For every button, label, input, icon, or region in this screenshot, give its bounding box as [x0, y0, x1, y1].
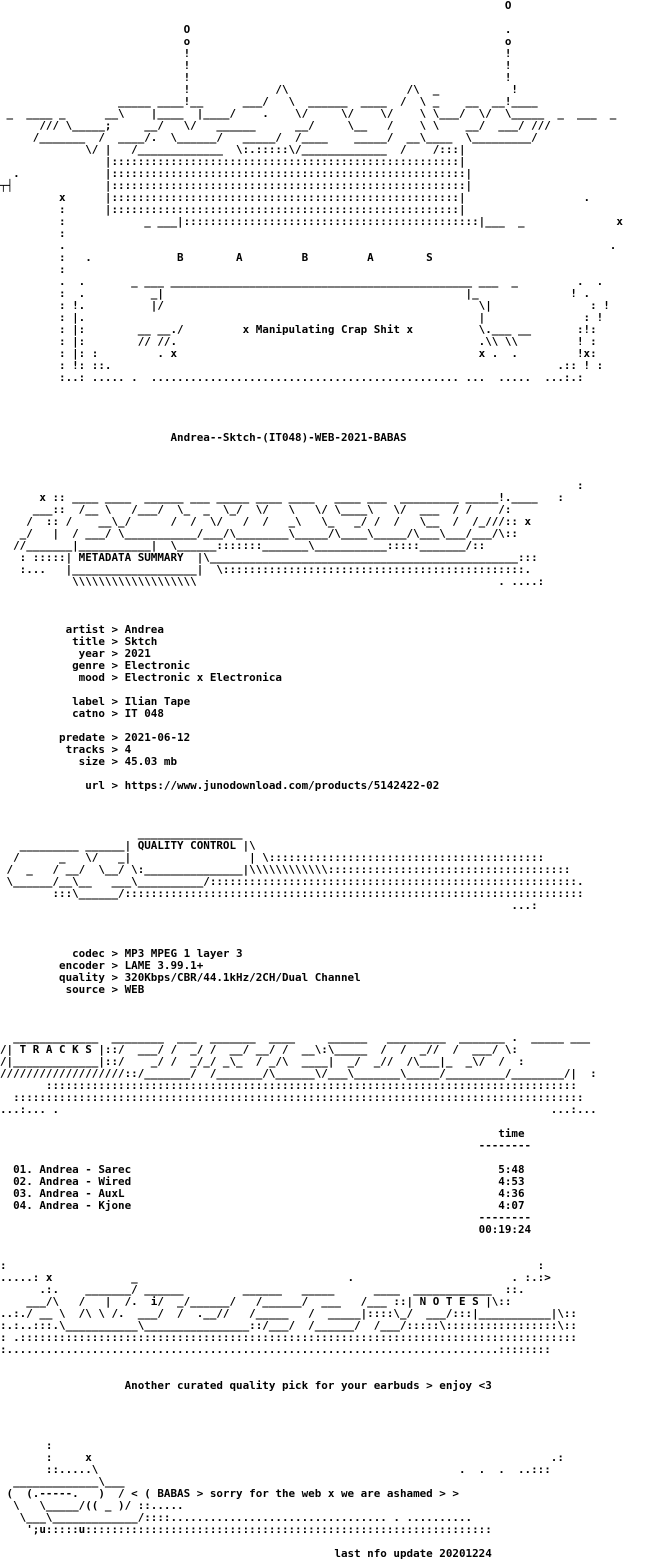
nfo-line: : |. | : ! — [0, 311, 604, 324]
nfo-line: /// \_____; __/ \/ ______ __/ \__ / \ \ __/ ___/ /// — [0, 119, 551, 132]
nfo-line: ___:: /__ \ /___/ \_ _ \_/ \/ \ \/ \____\ \/ ___ / / /: — [0, 503, 512, 516]
nfo-line: size > 45.03 mb — [0, 755, 178, 768]
nfo-line: : — [0, 1439, 53, 1452]
nfo-line: : — [0, 227, 66, 240]
nfo-line: O . — [0, 23, 512, 36]
nfo-line: : |:::::::::::::::::::::::::::::::::::::::::::::::::::::| — [0, 203, 466, 216]
nfo-line: . . _ ___ ______________________________________________ ___ _ . . — [0, 275, 604, 288]
nfo-line: mood > Electronic x Electronica — [0, 671, 282, 684]
nfo-line: . |::::::::::::::::::::::::::::::::::::::::::::::::::::::| — [0, 167, 473, 180]
nfo-line: /|_____________|::/ _/ / _/_/ _\_ / _/\ ____| _/ _// /\___|_ _\/ / : — [0, 1055, 525, 1068]
nfo-line: -------- — [0, 1211, 532, 1224]
nfo-line: ! ! — [0, 59, 512, 72]
nfo-line: :::\______/:::::::::::::::::::::::::::::::::::::::::::::::::::::::::::::::::::::: — [0, 887, 584, 900]
nfo-line: ┬┤ |::::::::::::::::::::::::::::::::::::::::::::::::::::::| — [0, 179, 473, 192]
nfo-line: ..:./ __ \ /\ \ /. ___/ / .__// /_____ / _____|::::\_/ ___/:::|___________|\:: — [0, 1307, 577, 1320]
nfo-line: \/ | /_____________ \:.:::::\/_____________ / /:::| — [0, 143, 466, 156]
nfo-line: -------- — [0, 1139, 532, 1152]
nfo-line: . . — [0, 239, 617, 252]
nfo-line: artist > Andrea — [0, 623, 164, 636]
nfo-line: / _ / __/ \__/ \:_______________|\\\\\\\\\\\\::::::::::::::::::::::::::::::::::::: — [0, 863, 571, 876]
nfo-line: ! ! — [0, 71, 512, 84]
nfo-line: ________________ — [0, 827, 243, 840]
nfo-line: 04. Andrea - Kjone 4:07 — [0, 1199, 525, 1212]
nfo-line: / :: / __\_/ / / \/ / / _\ \_ _/ / / \__ / /_///:: x — [0, 515, 532, 528]
nfo-line: title > Sktch — [0, 635, 158, 648]
nfo-line: ///////////////////::/_______/ /_______/\______\/___\_______\_____/_________/________/| : — [0, 1067, 597, 1080]
nfo-line: : |: // //. .\\ \\ ! : — [0, 335, 597, 348]
nfo-line: o o — [0, 35, 512, 48]
nfo-line: _/ | / ___/ \___________/___/\________\_____/\____\_____/\___\___/___/\:: — [0, 527, 518, 540]
nfo-line: x |:::::::::::::::::::::::::::::::::::::::::::::::::::::| . — [0, 191, 591, 204]
nfo-line: :..: ..... . ............................................... ... ..... ...:.: — [0, 371, 584, 384]
nfo-line: : _ ___|:::::::::::::::::::::::::::::::::::::::::::::|___ _ x — [0, 215, 623, 228]
nfo-line: encoder > LAME 3.99.1+ — [0, 959, 204, 972]
nfo-line: O — [0, 0, 512, 12]
nfo-line: ...:... . ...:... — [0, 1103, 597, 1116]
nfo-line: ! /\ /\ _ ! — [0, 83, 518, 96]
nfo-line: \\\\\\\\\\\\\\\\\\\ . ....: — [0, 575, 545, 588]
nfo-line: 03. Andrea - AuxL 4:36 — [0, 1187, 525, 1200]
nfo-line: |:::::::::::::::::::::::::::::::::::::::::::::::::::::| — [0, 155, 466, 168]
nfo-line: \ \_____/(( _ )/ ::..... — [0, 1499, 184, 1512]
nfo-line: ::::::::::::::::::::::::::::::::::::::::::::::::::::::::::::::::::::::::::::::::: — [0, 1079, 577, 1092]
nfo-line: 00:19:24 — [0, 1223, 532, 1236]
nfo-line: ! ! — [0, 47, 512, 60]
nfo-line: 02. Andrea - Wired 4:53 — [0, 1175, 525, 1188]
nfo-line: source > WEB — [0, 983, 145, 996]
nfo-line: codec > MP3 MPEG 1 layer 3 — [0, 947, 243, 960]
nfo-line: .....: x _ . . :.:> — [0, 1271, 551, 1284]
nfo-line: x :: ____ ____ ______ ___ _____ ____ ____ ____ ___ _________ _____!.____ : — [0, 491, 564, 504]
nfo-line: 01. Andrea - Sarec 5:48 — [0, 1163, 525, 1176]
nfo-line: /| T R A C K S |::/ ___/ / _/ / __/ __/ / __\:\_____ / / _// / ___/ \: — [0, 1043, 518, 1056]
nfo-line: : . _| |_ ! . — [0, 287, 591, 300]
nfo-line: _____ ____!__ ___/ \ ______ ____ / \ _ __ __!____ — [0, 95, 538, 108]
nfo-line: :... |___________________| \::::::::::::::::::::::::::::::::::::::::::::::. — [0, 563, 532, 576]
nfo-line: : !: ::. .:: ! : — [0, 359, 604, 372]
nfo-line: Another curated quality pick for your earbuds > enjoy <3 — [0, 1379, 492, 1392]
nfo-line: : : — [0, 1259, 545, 1272]
nfo-line: : . B A B A S — [0, 251, 433, 264]
nfo-line: : — [0, 263, 66, 276]
nfo-line: _____________ ________ ___ _______ ____ ______ _________ _______ . _____ ___ — [0, 1031, 591, 1044]
nfo-line: :...........................................................................:::::::: — [0, 1343, 551, 1356]
nfo-line: ...: — [0, 899, 538, 912]
nfo-line: year > 2021 — [0, 647, 151, 660]
nfo-line: : |: __ __./ x Manipulating Crap Shit x \.___ __ :!: — [0, 323, 597, 336]
nfo-line: \______/__\__ ___\__________/::::::::::::::::::::::::::::::::::::::::::::::::::::::::. — [0, 875, 584, 888]
nfo-line: /_______ / ____/. \______/ _____/ /____ _____/ __\____ \_________/ — [0, 131, 538, 144]
nfo-line: \___\_____________/::::................................. . .......... — [0, 1511, 473, 1524]
nfo-line: ::::::::::::::::::::::::::::::::::::::::::::::::::::::::::::::::::::::::::::::::::::::: — [0, 1091, 584, 1104]
nfo-line: .:. _______/ ______ ______ _____ ____ ____________ ::. — [0, 1283, 525, 1296]
nfo-line: ::.....\ . . . ..::: — [0, 1463, 551, 1476]
nfo-line: quality > 320Kbps/CBR/44.1kHz/2CH/Dual Channel — [0, 971, 361, 984]
nfo-line: : !. |/ \| : ! — [0, 299, 610, 312]
nfo-line: ___/\ / | /. i/ _/______/ /______/ ___ /___ ::| N O T E S |\:: — [0, 1295, 512, 1308]
nfo-line: //_______|___________| \______:::::::_______\___________:::::_______/:: — [0, 539, 486, 552]
nfo-line: time — [0, 1127, 525, 1140]
nfo-line: : |: : . x x . . !x: — [0, 347, 597, 360]
nfo-line: : x .: — [0, 1451, 564, 1464]
nfo-line: Andrea--Sktch-(IT048)-WEB-2021-BABAS — [0, 431, 407, 444]
nfo-line: : .::::::::::::::::::::::::::::::::::::::::::::::::::::::::::::::::::::::::::::::::::::: — [0, 1331, 577, 1344]
nfo-line: predate > 2021-06-12 — [0, 731, 191, 744]
nfo-line: _ ____ _ __\ |____ |____/ . \/ \/ \/ \ \___/ \/ \_____ _ ___ _ — [0, 107, 617, 120]
nfo-line: catno > IT 048 — [0, 707, 164, 720]
nfo-line: tracks > 4 — [0, 743, 132, 756]
nfo-line: _____________\___ — [0, 1475, 125, 1488]
nfo-line: ( (.-----. ) / < ( BABAS > sorry for the web x we are ashamed > > — [0, 1487, 459, 1500]
nfo-line: url > https://www.junodownload.com/products/5142422-02 — [0, 779, 440, 792]
nfo-line: : — [0, 479, 584, 492]
nfo-line: genre > Electronic — [0, 659, 191, 672]
nfo-line: / _ \/ _| | \:::::::::::::::::::::::::::::::::::::::::: — [0, 851, 545, 864]
nfo-line: label > Ilian Tape — [0, 695, 191, 708]
nfo-line: ';u:::::u:::::::::::::::::::::::::::::::::::::::::::::::::::::::::::::: — [0, 1523, 492, 1536]
nfo-line: _________ ______| QUALITY CONTROL |\ — [0, 839, 256, 852]
nfo-line: last nfo update 20201224 — [0, 1547, 492, 1560]
nfo-line: :.:..:::.\___________\________________::/___/ /______/ /___/:::::\:::::::::::::::::\:: — [0, 1319, 577, 1332]
nfo-line: : :::::| METADATA SUMMARY |\_______________________________________________::: — [0, 551, 538, 564]
